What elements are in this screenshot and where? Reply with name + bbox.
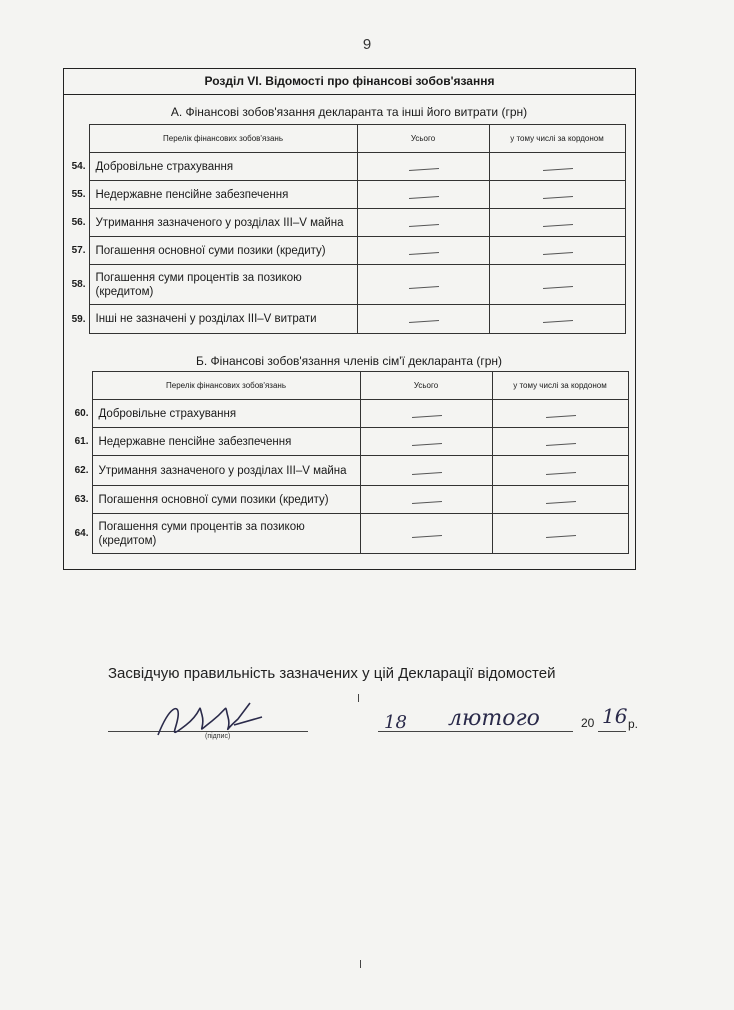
handwritten-dash: [409, 285, 439, 288]
row-total: [360, 400, 492, 428]
section-vi-frame: [63, 68, 636, 570]
handwritten-dash: [412, 500, 442, 503]
handwritten-dash: [546, 414, 576, 417]
row-number: 55.: [71, 189, 86, 200]
row-label: Погашення суми процентів за позикою (кредитом): [89, 265, 357, 305]
table-row: [62, 428, 628, 456]
handwritten-dash: [412, 442, 442, 445]
handwritten-dash: [412, 534, 442, 537]
table-row: [59, 209, 625, 237]
handwritten-dash: [412, 414, 442, 417]
row-abroad: [492, 428, 628, 456]
signature-caption: (підпис): [205, 733, 231, 740]
part-b-title: Б. Фінансові зобов'язання членів сім'ї декларанта (грн): [195, 354, 502, 368]
year-suffix: 16: [602, 704, 628, 728]
table-row: [62, 514, 628, 554]
handwritten-dash: [412, 471, 442, 474]
handwritten-dash: [543, 251, 573, 254]
row-total: [360, 428, 492, 456]
row-total: [357, 265, 489, 305]
row-abroad: [489, 305, 625, 334]
part-a-table: [59, 124, 626, 334]
row-number: 64.: [74, 528, 89, 539]
row-abroad: [489, 237, 625, 265]
row-label: Добровільне страхування: [89, 153, 357, 181]
row-abroad: [492, 400, 628, 428]
col-list-header: Перелік фінансових зобов'язань: [89, 125, 357, 153]
year-line: [598, 731, 626, 732]
handwritten-dash: [546, 500, 576, 503]
row-abroad: [492, 514, 628, 554]
handwritten-dash: [409, 195, 439, 198]
row-abroad: [489, 209, 625, 237]
year-prefix: 20: [581, 716, 595, 730]
col-abroad-header: у тому числі за кордоном: [492, 372, 628, 400]
handwritten-dash: [546, 471, 576, 474]
row-abroad: [489, 181, 625, 209]
row-abroad: [492, 486, 628, 514]
handwritten-dash: [543, 195, 573, 198]
handwritten-dash: [543, 320, 573, 323]
handwritten-dash: [543, 223, 573, 226]
row-total: [357, 181, 489, 209]
part-a-title: А. Фінансові зобов'язання декларанта та інші його витрати (грн): [170, 105, 528, 119]
row-label: Погашення основної суми позики (кредиту): [89, 237, 357, 265]
row-total: [357, 305, 489, 334]
row-total: [357, 153, 489, 181]
row-label: Погашення основної суми позики (кредиту): [92, 486, 360, 514]
handwritten-dash: [546, 442, 576, 445]
handwritten-dash: [546, 534, 576, 537]
table-row: [62, 400, 628, 428]
handwritten-dash: [409, 167, 439, 170]
date-line: [378, 731, 573, 732]
row-number: 57.: [71, 245, 86, 256]
row-label: Недержавне пенсійне забезпечення: [89, 181, 357, 209]
row-label: Утримання зазначеного у розділах III–V майна: [92, 456, 360, 486]
table-row: [59, 237, 625, 265]
row-abroad: [489, 265, 625, 305]
table-row: [62, 486, 628, 514]
handwritten-dash: [409, 320, 439, 323]
row-label: Добровільне страхування: [92, 400, 360, 428]
page-number: 9: [362, 36, 372, 53]
table-row: [59, 153, 625, 181]
row-number: 56.: [71, 217, 86, 228]
row-number: 63.: [74, 494, 89, 505]
date-day: 18: [384, 712, 407, 733]
form-tick: [360, 960, 361, 968]
row-label: Недержавне пенсійне забезпечення: [92, 428, 360, 456]
handwritten-dash: [543, 285, 573, 288]
year-unit: р.: [628, 717, 639, 731]
col-abroad-header: у тому числі за кордоном: [489, 125, 625, 153]
row-total: [360, 486, 492, 514]
row-abroad: [492, 456, 628, 486]
table-row: [59, 181, 625, 209]
row-number: 60.: [74, 408, 89, 419]
row-total: [360, 514, 492, 554]
section-title: Розділ VI. Відомості про фінансові зобов'язання: [64, 69, 635, 95]
row-number: 62.: [74, 465, 89, 476]
row-label: Інші не зазначені у розділах III–V витрати: [89, 305, 357, 334]
date-month: лютого: [448, 706, 540, 731]
row-total: [360, 456, 492, 486]
col-total-header: Усього: [357, 125, 489, 153]
handwritten-dash: [409, 223, 439, 226]
col-list-header: Перелік фінансових зобов'язань: [92, 372, 360, 400]
row-total: [357, 209, 489, 237]
table-row: [62, 456, 628, 486]
row-number: 58.: [71, 279, 86, 290]
row-number: 54.: [71, 161, 86, 172]
col-total-header: Усього: [360, 372, 492, 400]
row-label: Утримання зазначеного у розділах III–V майна: [89, 209, 357, 237]
table-row: [59, 265, 625, 305]
certification-text: Засвідчую правильність зазначених у цій Декларації відомостей: [108, 665, 556, 682]
handwritten-dash: [409, 251, 439, 254]
table-row: [59, 305, 625, 334]
form-tick: [358, 694, 359, 702]
row-abroad: [489, 153, 625, 181]
row-number: 59.: [71, 313, 86, 325]
row-number: 61.: [74, 436, 89, 447]
row-label: Погашення суми процентів за позикою (кредитом): [92, 514, 360, 554]
handwritten-dash: [543, 167, 573, 170]
part-b-table: [62, 371, 629, 554]
row-total: [357, 237, 489, 265]
